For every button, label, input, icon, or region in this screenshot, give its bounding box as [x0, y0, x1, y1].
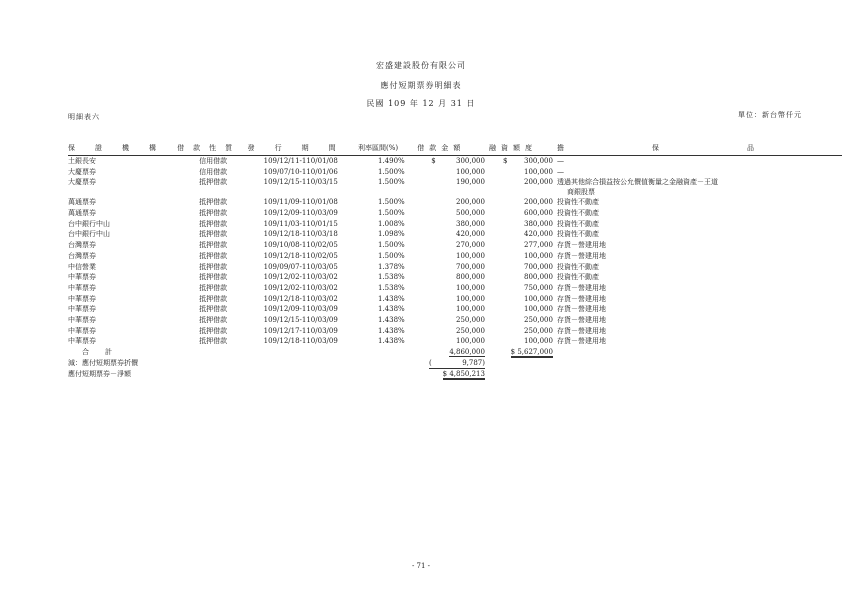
cell-amount: 200,000 — [456, 198, 485, 207]
discount-open-paren: ( — [428, 358, 432, 367]
cell-period: 109/09/07-110/03/05 — [263, 262, 338, 271]
cell-guarantor: 中華票券 — [68, 337, 96, 346]
cell-rate: 1.500% — [377, 241, 405, 250]
discount-row — [68, 358, 842, 369]
cell-nature: 信用借款 — [199, 167, 228, 176]
short-term-notes-table — [68, 143, 842, 379]
cell-period: 109/07/10-110/01/06 — [263, 167, 338, 176]
cell-facility: 277,000 — [524, 241, 553, 250]
cell-amount: 300,000 — [456, 157, 485, 165]
cell-nature: 抵押借款 — [199, 337, 228, 346]
cell-amount: 270,000 — [456, 241, 485, 250]
cell-rate: 1.500% — [377, 178, 405, 187]
statement-date: 民國 109 年 12 月 31 日 — [366, 99, 476, 108]
table-row — [68, 156, 842, 167]
cell-rate: 1.438% — [377, 337, 405, 346]
total-amount: 4,860,000 — [449, 348, 485, 356]
cell-amount: 700,000 — [456, 262, 485, 271]
cell-collateral: 投資性不動產 — [556, 230, 599, 239]
cell-rate: 1.098% — [377, 230, 405, 239]
table-row — [68, 294, 842, 305]
cell-facility: 200,000 — [524, 198, 553, 207]
cell-rate: 1.438% — [377, 315, 405, 324]
cell-guarantor: 台灣票券 — [68, 241, 96, 250]
cell-nature: 抵押借款 — [199, 198, 228, 207]
page-number: - 71 - — [411, 562, 431, 570]
cell-facility: 100,000 — [524, 337, 553, 346]
cell-guarantor: 中華票券 — [68, 305, 96, 314]
cell-facility: 100,000 — [524, 294, 553, 303]
cell-guarantor: 台中銀行中山 — [68, 230, 110, 239]
header-nature: 借款性質 — [177, 143, 247, 156]
cell-guarantor: 中信營業 — [68, 262, 96, 271]
cell-nature: 抵押借款 — [199, 326, 228, 335]
cell-nature: 抵押借款 — [199, 315, 228, 324]
cell-rate: 1.500% — [377, 251, 405, 260]
cell-amount: 250,000 — [456, 315, 485, 324]
cell-guarantor: 台灣票券 — [68, 251, 96, 260]
cell-period: 109/12/15-110/03/09 — [263, 315, 338, 324]
cell-facility: 800,000 — [524, 273, 553, 282]
cell-rate: 1.538% — [377, 283, 405, 292]
cell-collateral: 存貨－營建用地 — [556, 251, 606, 260]
table-row — [68, 219, 842, 230]
cell-guarantor: 土銀長安 — [68, 157, 96, 165]
cell-period: 109/12/02-110/03/02 — [263, 283, 338, 292]
cell-collateral: — — [556, 167, 564, 176]
cell-nature: 抵押借款 — [199, 251, 228, 260]
header-amount: 借款金額 — [417, 143, 489, 156]
cell-nature: 抵押借款 — [199, 294, 228, 303]
cell-guarantor: 萬通票券 — [68, 209, 96, 218]
cell-guarantor: 中華票券 — [68, 283, 96, 292]
cell-period: 109/12/18-110/02/05 — [263, 251, 338, 260]
table-row — [68, 208, 842, 219]
cell-period: 109/12/18-110/03/09 — [263, 337, 338, 346]
cell-rate: 1.378% — [377, 262, 405, 271]
cell-rate: 1.500% — [377, 198, 405, 207]
cell-amount: 800,000 — [456, 273, 485, 282]
cell-rate: 1.490% — [377, 157, 405, 165]
table-row — [68, 315, 842, 326]
cell-amount: 100,000 — [456, 251, 485, 260]
cell-period: 109/12/11-110/01/08 — [263, 157, 338, 165]
net-row — [68, 369, 842, 380]
cell-amount: 380,000 — [456, 219, 485, 228]
cell-guarantor: 中華票券 — [68, 326, 96, 335]
header-rate: 利率區間(%) — [358, 143, 417, 156]
cell-collateral: 投資性不動產 — [556, 209, 599, 218]
total-row — [68, 347, 842, 358]
cell-period: 109/12/17-110/03/09 — [263, 326, 338, 335]
cell-period: 109/12/15-110/03/15 — [263, 178, 338, 187]
cell-rate: 1.438% — [377, 294, 405, 303]
cell-period: 109/12/09-110/03/09 — [263, 305, 338, 314]
cell-facility: 420,000 — [524, 230, 553, 239]
cell-collateral: 存貨－營建用地 — [556, 283, 606, 292]
schedule-label: 明細表六 — [68, 113, 100, 121]
cell-amount: 420,000 — [456, 230, 485, 239]
cell-nature: 抵押借款 — [199, 219, 228, 228]
cell-facility: 250,000 — [524, 326, 553, 335]
cell-guarantor: 大慶票券 — [68, 178, 96, 187]
header-guarantor: 保證機構 — [68, 143, 177, 156]
cell-nature: 抵押借款 — [199, 305, 228, 314]
company-name: 宏盛建設股份有限公司 — [376, 61, 466, 70]
cell-guarantor: 萬通票券 — [68, 198, 96, 207]
cell-amount: 100,000 — [456, 294, 485, 303]
cell-period: 109/12/02-110/03/02 — [263, 273, 338, 282]
table-row — [68, 177, 842, 197]
cell-facility: 100,000 — [524, 251, 553, 260]
cell-nature: 抵押借款 — [199, 178, 228, 187]
cell-nature: 抵押借款 — [199, 273, 228, 282]
table-row — [68, 251, 842, 262]
currency-symbol: $ — [502, 157, 508, 165]
unit-label: 單位：新台幣仟元 — [738, 111, 802, 119]
cell-amount: 100,000 — [456, 283, 485, 292]
cell-collateral: 存貨－營建用地 — [556, 305, 606, 314]
cell-rate: 1.438% — [377, 305, 405, 314]
cell-period: 109/12/18-110/03/02 — [263, 294, 338, 303]
cell-collateral: 存貨－營建用地 — [556, 315, 606, 324]
table-row — [68, 167, 842, 178]
cell-amount: 100,000 — [456, 167, 485, 176]
cell-collateral: 投資性不動產 — [556, 262, 599, 271]
header-period: 發行期間 — [248, 143, 358, 156]
cell-collateral: 存貨－營建用地 — [556, 294, 606, 303]
header-facility: 融資額度 — [489, 143, 557, 156]
statement-title: 應付短期票券明細表 — [380, 81, 462, 90]
discount-value — [429, 358, 485, 369]
cell-facility: 200,000 — [524, 178, 553, 187]
cell-amount: 100,000 — [456, 305, 485, 314]
cell-facility: 600,000 — [524, 209, 553, 218]
net-label: 應付短期票券－淨額 — [68, 369, 131, 378]
cell-guarantor: 台中銀行中山 — [68, 219, 110, 228]
cell-nature: 信用借款 — [199, 157, 228, 165]
currency-symbol: $ — [431, 157, 436, 165]
cell-collateral: 存貨－營建用地 — [556, 337, 606, 346]
cell-facility: 380,000 — [524, 219, 553, 228]
table-row — [68, 336, 842, 347]
table-row — [68, 283, 842, 294]
table-header-row — [68, 143, 842, 156]
cell-rate: 1.500% — [377, 209, 405, 218]
discount-label: 減：應付短期票券折價 — [68, 358, 138, 367]
cell-guarantor: 中華票券 — [68, 315, 96, 324]
cell-facility: 250,000 — [524, 315, 553, 324]
cell-collateral: 存貨－營建用地 — [556, 326, 606, 335]
cell-rate: 1.500% — [377, 167, 405, 176]
total-facility: $ 5,627,000 — [510, 348, 553, 356]
cell-amount: 250,000 — [456, 326, 485, 335]
cell-collateral: 投資性不動產 — [556, 198, 599, 207]
cell-facility: 300,000 — [524, 157, 553, 165]
cell-period: 109/11/09-110/01/08 — [263, 198, 338, 207]
cell-facility: 700,000 — [524, 262, 553, 271]
cell-nature: 抵押借款 — [199, 209, 228, 218]
total-label: 合計 — [82, 348, 128, 356]
table-row — [68, 240, 842, 251]
cell-nature: 抵押借款 — [199, 241, 228, 250]
cell-period: 109/12/09-110/03/09 — [263, 209, 338, 218]
cell-facility: 100,000 — [524, 305, 553, 314]
table-row — [68, 262, 842, 273]
cell-guarantor: 中華票券 — [68, 273, 96, 282]
cell-facility: 750,000 — [524, 283, 553, 292]
cell-facility: 100,000 — [524, 167, 553, 176]
table-row — [68, 304, 842, 315]
cell-rate: 1.538% — [377, 273, 405, 282]
cell-collateral: 透過其他綜合損益按公允價值衡量之金融資產－王道 — [556, 178, 718, 187]
cell-period: 109/12/18-110/03/18 — [263, 230, 338, 239]
table-row — [68, 272, 842, 283]
cell-collateral: 存貨－營建用地 — [556, 241, 606, 250]
cell-amount: 500,000 — [456, 209, 485, 218]
cell-collateral: — — [556, 157, 564, 165]
cell-collateral: 投資性不動產 — [556, 219, 599, 228]
cell-rate: 1.438% — [377, 326, 405, 335]
table-row — [68, 326, 842, 337]
cell-amount: 190,000 — [456, 178, 485, 187]
cell-rate: 1.008% — [377, 219, 405, 228]
header-collateral: 擔保品 — [557, 143, 842, 156]
table-row — [68, 229, 842, 240]
cell-nature: 抵押借款 — [199, 283, 228, 292]
cell-period: 109/10/08-110/02/05 — [263, 241, 338, 250]
cell-guarantor: 中華票券 — [68, 294, 96, 303]
discount-amount: 9,787) — [462, 358, 485, 367]
cell-nature: 抵押借款 — [199, 230, 228, 239]
net-amount: $ 4,850,213 — [442, 369, 485, 378]
cell-collateral-continued: 商銀股票 — [566, 188, 595, 197]
table-row — [68, 197, 842, 208]
cell-guarantor: 大慶票券 — [68, 167, 96, 176]
cell-period: 109/11/03-110/01/15 — [263, 219, 338, 228]
cell-amount: 100,000 — [456, 337, 485, 346]
cell-nature: 抵押借款 — [199, 262, 228, 271]
cell-collateral: 投資性不動產 — [556, 273, 599, 282]
